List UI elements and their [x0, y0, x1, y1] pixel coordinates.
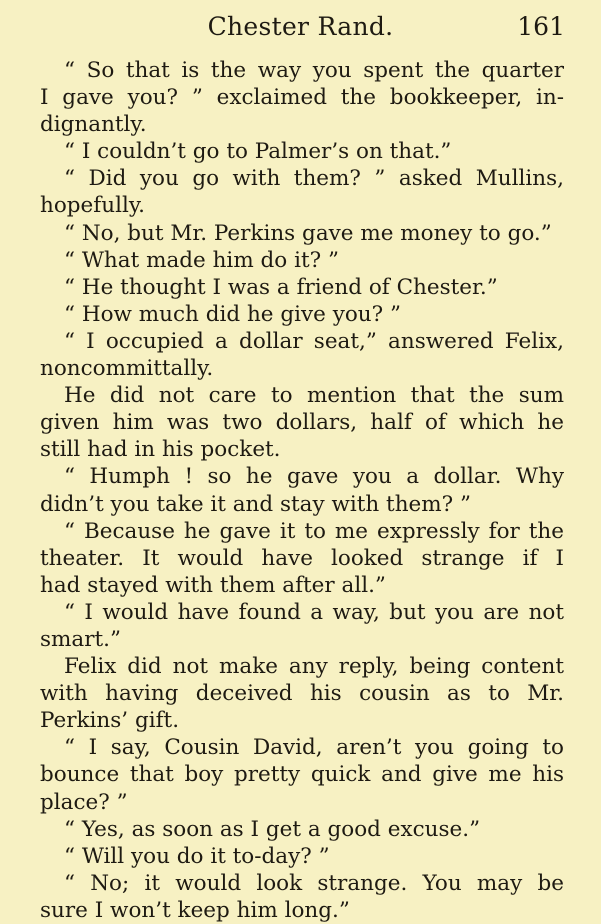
text-line: hopefully. — [40, 193, 145, 219]
text-line: with having deceived his cousin as to Mr. — [40, 681, 564, 707]
text-line: “ Did you go with them? ” asked Mullins, — [64, 166, 564, 192]
text-line: “ So that is the way you spent the quarter — [64, 58, 564, 83]
text-line: “ Because he gave it to me expressly for the — [64, 518, 564, 544]
text-line: dignantly. — [40, 112, 147, 138]
text-line: still had in his pocket. — [40, 437, 281, 463]
text-line: Perkins’ gift. — [40, 708, 180, 734]
text-line: noncommittally. — [40, 356, 214, 382]
text-line: He did not care to mention that the sum — [64, 383, 564, 409]
page-number: 161 — [517, 12, 565, 41]
text-line: “ Humph ! so he gave you a dollar. Why — [64, 464, 564, 490]
text-line: “ He thought I was a friend of Chester.” — [64, 274, 498, 300]
text-line: “ Will you do it to-day? ” — [64, 843, 330, 869]
text-line: “ I say, Cousin David, aren’t you going to — [64, 735, 564, 761]
text-line: didn’t you take it and stay with them? ” — [40, 491, 472, 517]
text-line: given him was two dollars, half of which he — [40, 410, 564, 436]
text-line: “ I occupied a dollar seat,” answered Felix, — [64, 328, 564, 354]
running-title: Chester Rand. — [207, 12, 394, 41]
text-line: smart.” — [40, 626, 121, 652]
text-line: place? ” — [40, 789, 128, 815]
text-line: “ What made him do it? ” — [64, 247, 339, 273]
text-line: Felix did not make any reply, being content — [64, 654, 564, 680]
running-header — [0, 10, 601, 44]
text-line: “ I couldn’t go to Palmer’s on that.” — [64, 139, 452, 165]
text-line: bounce that boy pretty quick and give me his — [40, 762, 564, 788]
text-line: “ How much did he give you? ” — [64, 301, 401, 327]
text-line: theater. It would have looked strange if I — [40, 545, 564, 571]
text-line: had stayed with them after all.” — [40, 572, 386, 598]
text-line: “ No, but Mr. Perkins gave me money to go.” — [64, 220, 552, 246]
text-line: “ Yes, as soon as I get a good excuse.” — [64, 816, 481, 842]
text-line: I gave you? ” exclaimed the bookkeeper, in- — [40, 85, 564, 111]
text-line: sure I won’t keep him long.” — [40, 897, 350, 923]
body-text — [40, 57, 564, 924]
text-line: “ No; it would look strange. You may be — [64, 870, 564, 896]
text-line: “ I would have found a way, but you are not — [64, 599, 564, 625]
